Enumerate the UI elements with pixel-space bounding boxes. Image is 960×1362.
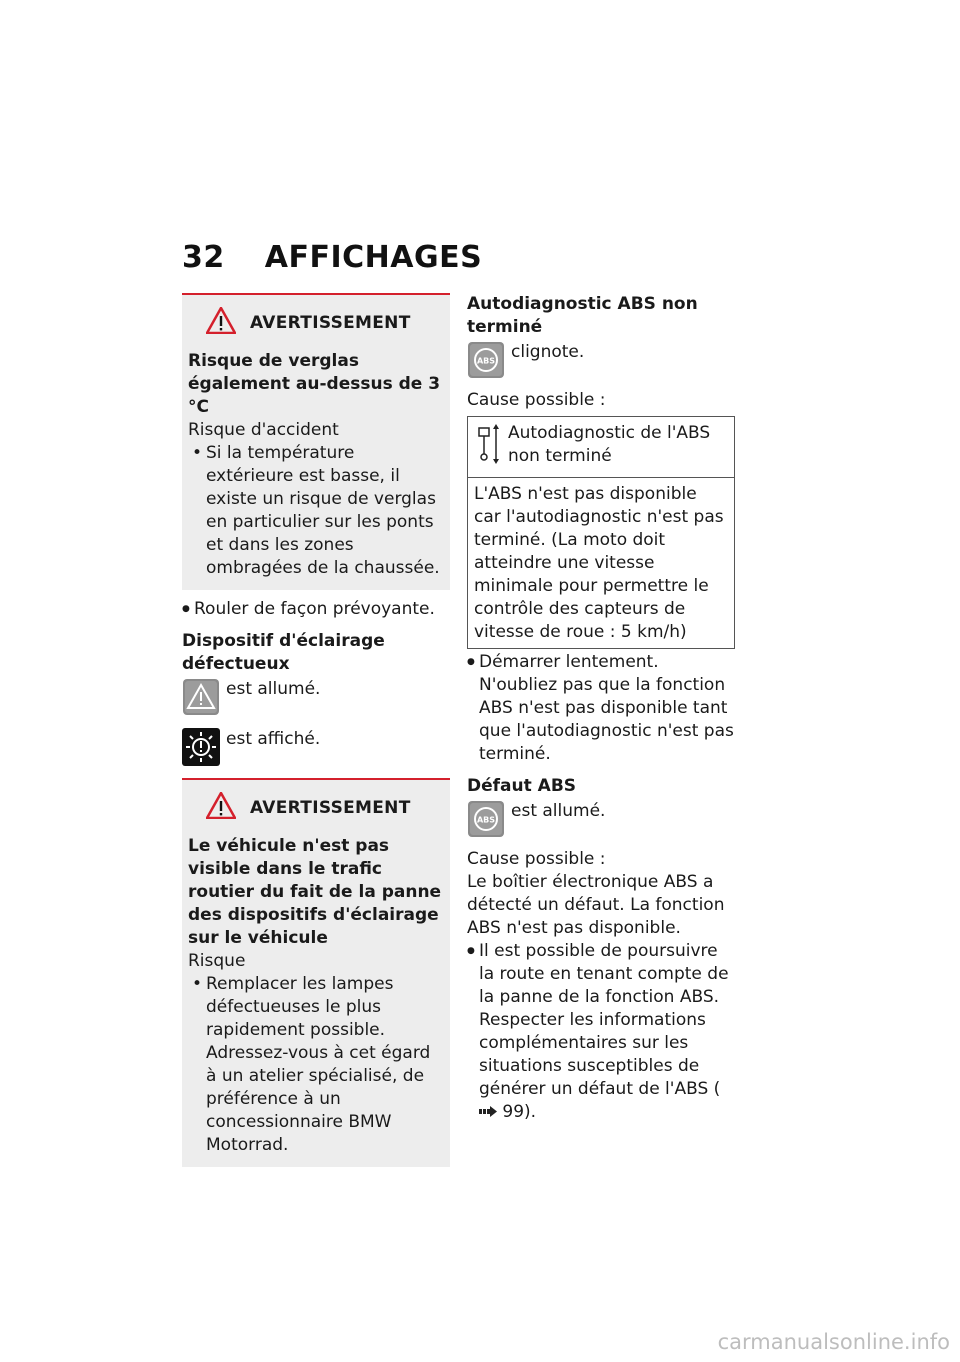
abs-warning-light-icon <box>467 341 505 379</box>
warning-title: AVERTISSEMENT <box>250 312 411 333</box>
action-continue: ● Il est possible de poursuivre la route en tenant compte de la panne de la fonction ABS. Respecter les informations complémentaires sur les situations susceptibles de générer un défaut de l'ABS ( 99). <box>467 940 737 1124</box>
warning-triangle-icon <box>206 792 236 823</box>
page-number: 32 <box>182 240 225 275</box>
diagnostic-icon <box>474 422 500 473</box>
warning-bullet: • Remplacer les lampes défectueuses le plus rapidement possible. Adressez-vous à cet égard à un atelier spécialisé, de préférence à un concessionnaire BMW Motorrad. <box>188 973 442 1157</box>
fault-action-text: Il est possible de poursuivre la route en tenant compte de la panne de la fonction ABS. Respecter les informations complémentaires sur les situations susceptibles de générer un défaut de l'ABS <box>479 941 729 1099</box>
selfdiag-table <box>467 416 735 649</box>
right-column <box>467 293 737 1124</box>
left-column <box>182 293 450 1167</box>
warning-heading: Le véhicule n'est pas visible dans le trafic routier du fait de la panne des dispositifs d'éclairage sur le véhicule <box>188 836 442 948</box>
cause-label: Cause possible : <box>467 390 606 410</box>
fault-indicator-row <box>467 800 737 838</box>
warning-heading: Risque de verglas également au-dessus de 3 °C <box>188 351 441 417</box>
warning-header <box>206 792 442 823</box>
bulb-failure-icon <box>182 728 220 766</box>
warning-triangle-icon <box>206 307 236 338</box>
selfdiag-icon-text: clignote. <box>511 342 585 362</box>
svg-text:ABS: ABS <box>476 815 496 825</box>
lighting-icon1-text: est allumé. <box>226 679 321 699</box>
lighting-display-row <box>182 728 450 766</box>
warning-risk: Risque d'accident <box>188 420 339 440</box>
selfdiag-indicator-row <box>467 341 737 379</box>
fault-icon-text: est allumé. <box>511 801 606 821</box>
page-reference-arrow-icon <box>479 1102 497 1122</box>
lighting-indicator-row <box>182 678 450 716</box>
fault-cause-label: Cause possible : <box>467 849 606 869</box>
action-drive-carefully: ● Rouler de façon prévoyante. <box>182 598 450 621</box>
table-head-text: Autodiagnostic de l'ABS non terminé <box>508 423 711 466</box>
warning-box-lighting <box>182 778 450 1167</box>
selfdiag-heading: Autodiagnostic ABS non terminé <box>467 294 698 337</box>
lighting-icon2-text: est affiché. <box>226 729 321 749</box>
table-head-cell <box>468 417 735 478</box>
warning-title: AVERTISSEMENT <box>250 797 411 818</box>
abs-fault-light-icon <box>467 800 505 838</box>
warning-box-ice <box>182 293 450 590</box>
section-title: AFFICHAGES <box>264 240 483 275</box>
page-reference[interactable]: 99 <box>502 1102 525 1122</box>
action-start-slowly: ● Démarrer lentement. N'oubliez pas que la fonction ABS n'est pas disponible tant que l'autodiagnostic n'est pas terminé. <box>467 651 737 766</box>
warning-bullet: • Si la température extérieure est basse, il existe un risque de verglas en particulier sur les ponts et dans les zones ombragées de la chaussée. <box>188 442 442 580</box>
table-body-cell: L'ABS n'est pas disponible car l'autodiagnostic n'est pas terminé. (La moto doit atteindre une vitesse minimale pour permettre le contrôle des capteurs de vitesse de roue : 5 km/h) <box>468 478 735 649</box>
lighting-heading: Dispositif d'éclairage défectueux <box>182 631 385 674</box>
svg-text:ABS: ABS <box>476 356 496 366</box>
watermark: carmanualsonline.info <box>717 1330 950 1354</box>
fault-heading: Défaut ABS <box>467 776 577 796</box>
warning-risk: Risque <box>188 951 246 971</box>
page-header <box>182 240 722 275</box>
fault-cause-text: Le boîtier électronique ABS a détecté un défaut. La fonction ABS n'est pas disponible. <box>467 872 725 938</box>
general-warning-light-icon <box>182 678 220 716</box>
warning-header <box>206 307 442 338</box>
